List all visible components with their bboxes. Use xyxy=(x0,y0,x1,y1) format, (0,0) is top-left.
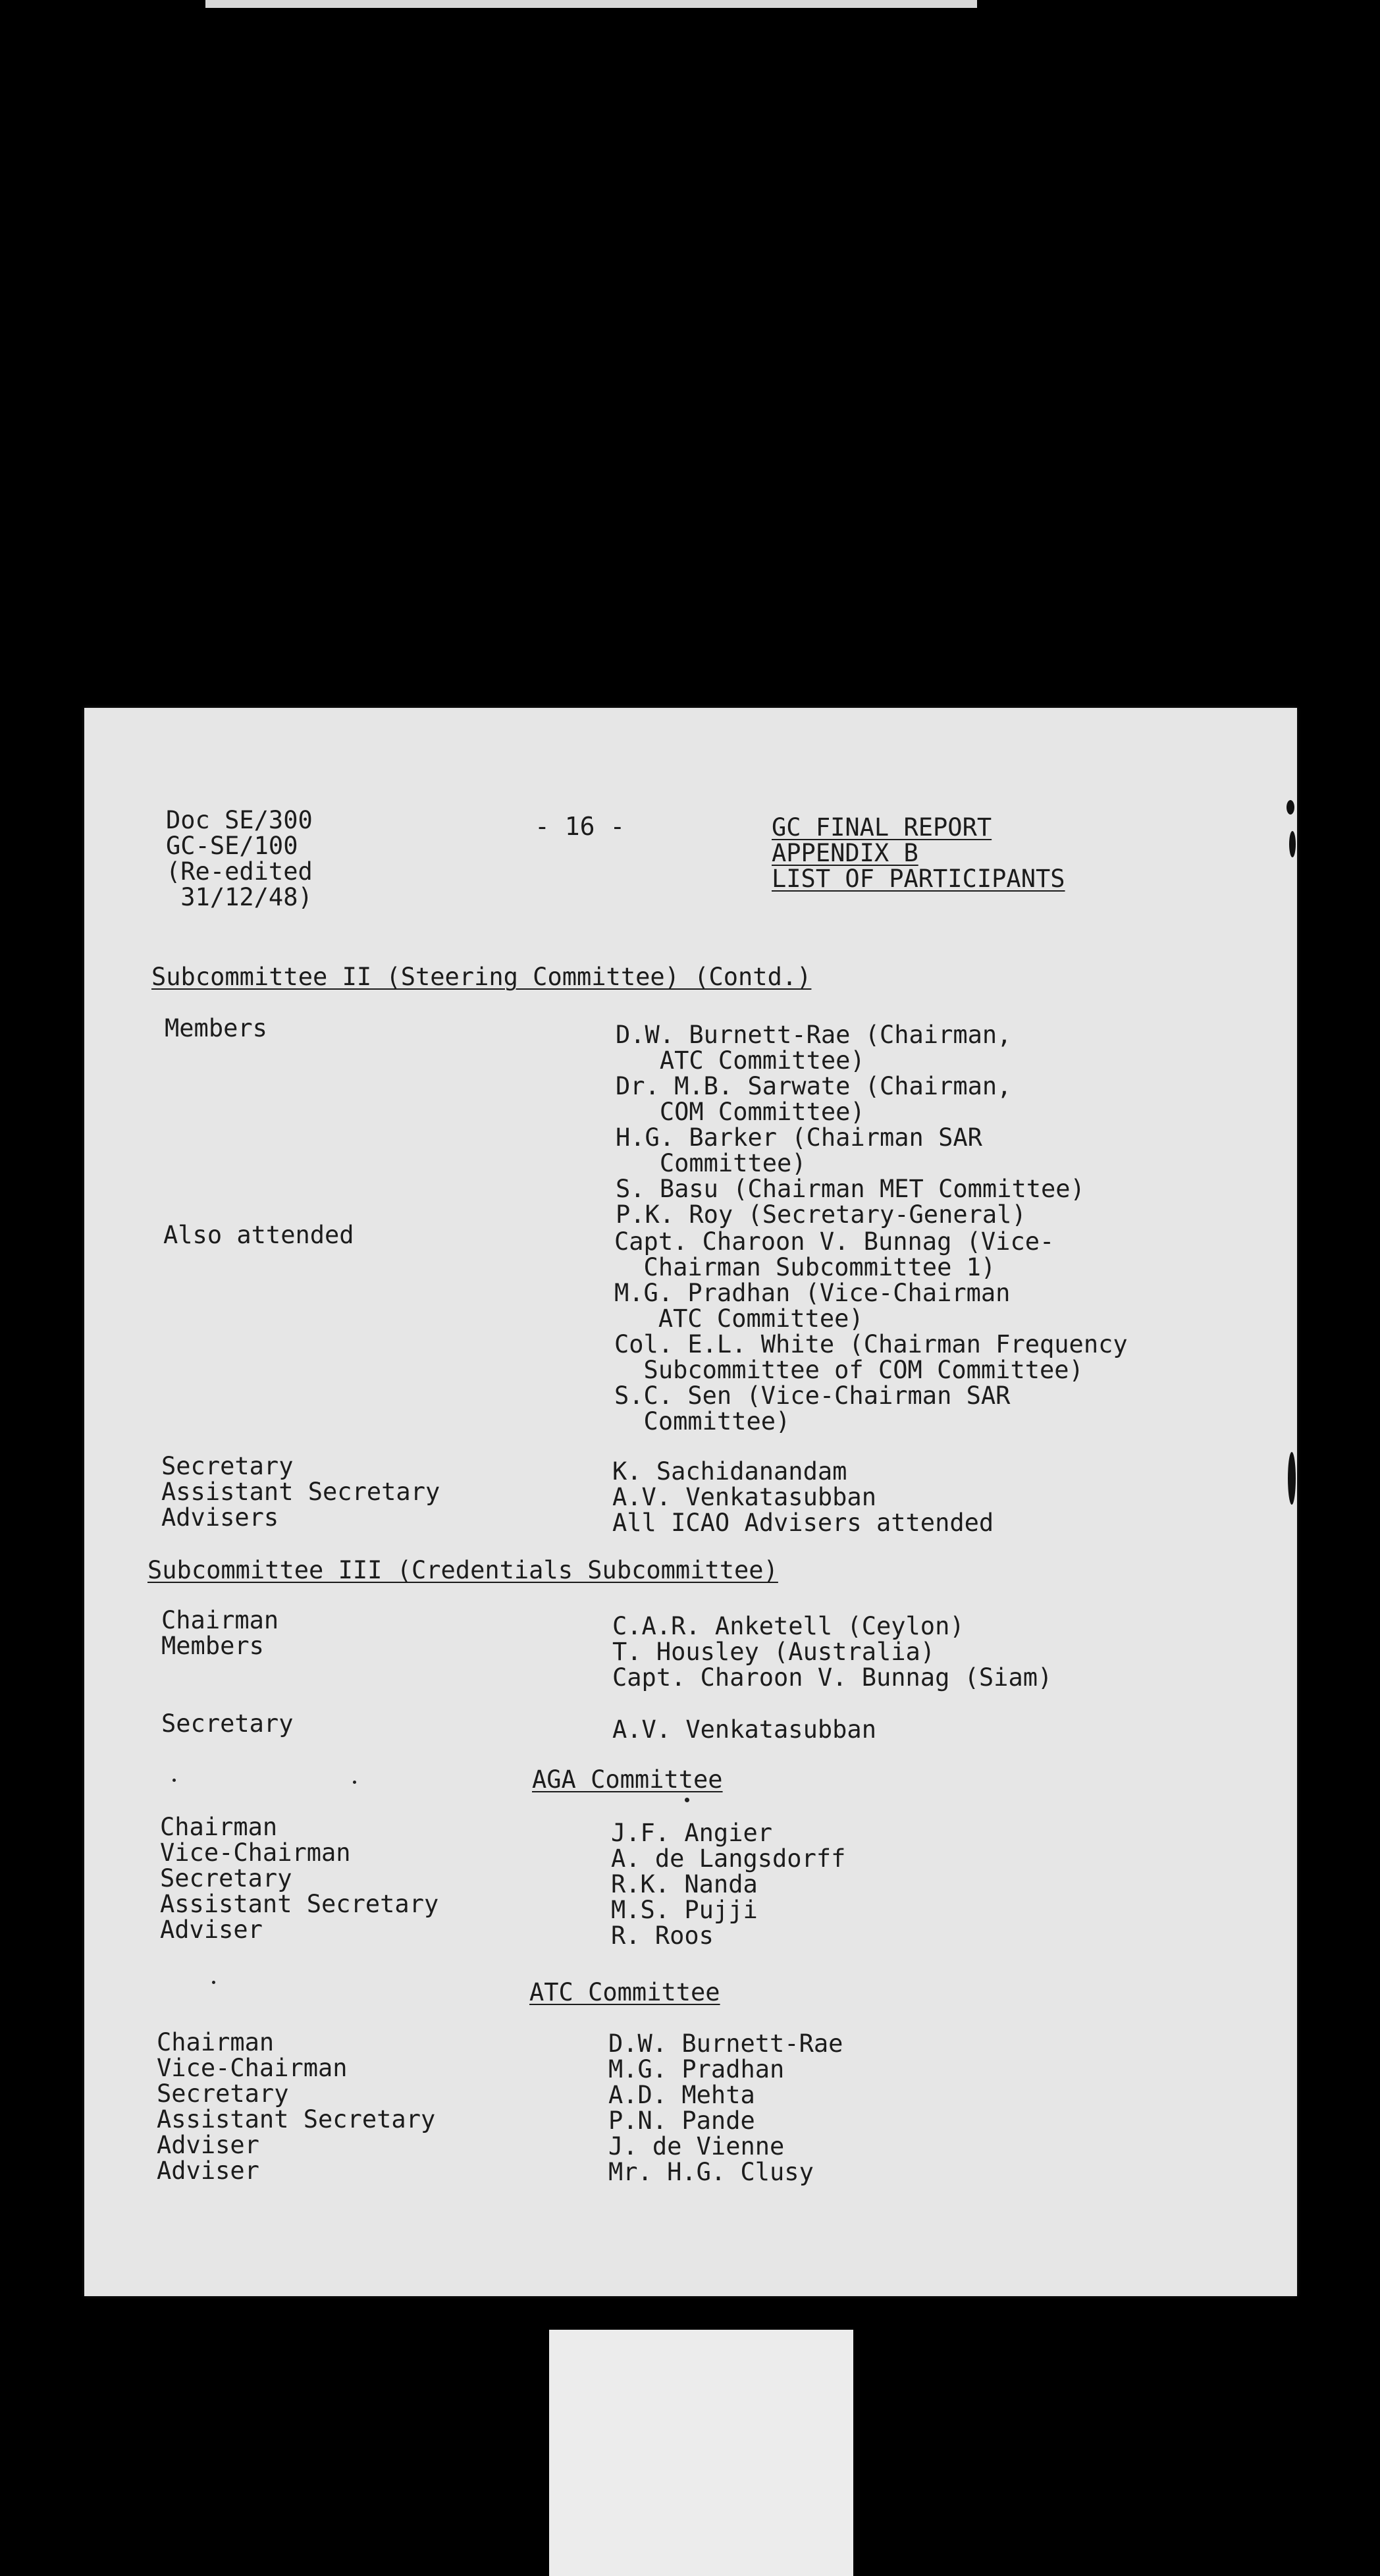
steering-staff-roles: Secretary Assistant Secretary Advisers xyxy=(161,1452,440,1532)
credentials-names: C.A.R. Anketell (Ceylon) T. Housley (Australia) Capt. Charoon V. Bunnag (Siam) xyxy=(612,1612,1053,1692)
steering-attended-label: Also attended xyxy=(163,1221,354,1249)
credentials-secretary-label: Secretary xyxy=(161,1709,294,1738)
report-title: GC FINAL REPORT xyxy=(772,813,992,842)
scan-speck xyxy=(353,1781,356,1784)
steering-section-title: Subcommittee II (Steering Committee) (Contd.) xyxy=(151,963,812,991)
atc-names: D.W. Burnett-Rae M.G. Pradhan A.D. Mehta P.N. Pande J. de Vienne Mr. H.G. Clusy xyxy=(608,2029,843,2186)
scan-speck xyxy=(1288,1452,1296,1505)
aga-names: J.F. Angier A. de Langsdorff R.K. Nanda M.S. Pujji R. Roos xyxy=(611,1819,846,1950)
steering-staff-names: K. Sachidanandam A.V. Venkatasubban All ICAO Advisers attended xyxy=(612,1457,994,1537)
scan-speck xyxy=(1287,800,1294,815)
page-number: - 16 - xyxy=(535,812,625,841)
list-title: LIST OF PARTICIPANTS xyxy=(772,865,1065,893)
atc-section-title: ATC Committee xyxy=(529,1978,720,2006)
credentials-section-title: Subcommittee III (Credentials Subcommittee) xyxy=(147,1556,778,1584)
scan-speck xyxy=(212,1981,215,1984)
steering-attended-list: Capt. Charoon V. Bunnag (Vice- Chairman Subcommittee 1) M.G. Pradhan (Vice-Chairman ATC Committee) Col. E.L. White (Chairman Frequency Subcommittee of COM Committee) S.C. Sen (Vice-Chairman SAR Committee) xyxy=(614,1227,1128,1436)
film-leader xyxy=(549,2330,853,2576)
scan-speck xyxy=(685,1798,689,1802)
scan-speck xyxy=(172,1779,176,1782)
doc-reference: Doc SE/300 GC-SE/100 (Re-edited 31/12/48) xyxy=(166,806,313,911)
film-top-strip xyxy=(205,0,977,8)
credentials-roles: Chairman Members xyxy=(161,1606,279,1660)
aga-section-title: AGA Committee xyxy=(532,1765,723,1794)
aga-roles: Chairman Vice-Chairman Secretary Assistant Secretary Adviser xyxy=(160,1813,439,1944)
credentials-secretary-name: A.V. Venkatasubban xyxy=(612,1715,876,1744)
steering-members-list: D.W. Burnett-Rae (Chairman, ATC Committee) Dr. M.B. Sarwate (Chairman, COM Committee) H.G. Barker (Chairman SAR Committee) S. Basu (Chairman MET Committee) P.K. Roy (Secretary-General) xyxy=(616,1021,1085,1229)
appendix-label: APPENDIX B xyxy=(772,839,918,867)
atc-roles: Chairman Vice-Chairman Secretary Assistant Secretary Adviser Adviser xyxy=(157,2028,436,2185)
steering-members-label: Members xyxy=(165,1014,267,1042)
scan-speck xyxy=(1289,831,1296,857)
